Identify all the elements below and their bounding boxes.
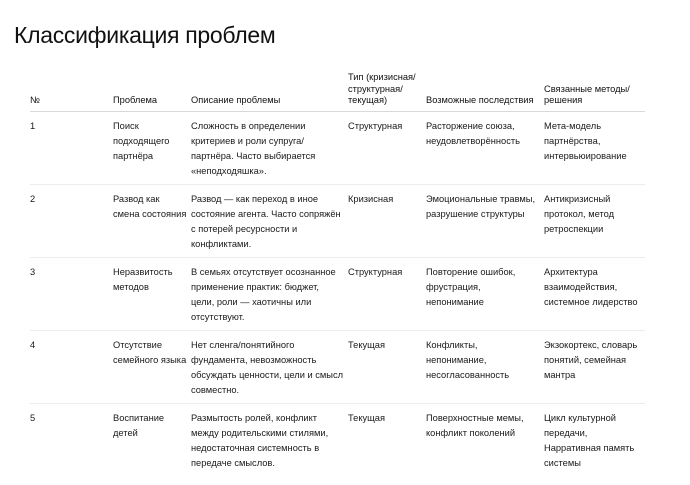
cell-num: 1 bbox=[30, 111, 113, 184]
cell-num: 4 bbox=[30, 330, 113, 403]
cell-methods: Антикризисный протокол, метод ретроспекции bbox=[544, 184, 645, 257]
cell-description: Сложность в определении критериев и роли супруга/ партнёра. Часто выбирается «неподходяшка». bbox=[191, 111, 348, 184]
cell-description: Развод — как переход в иное состояние агента. Часто сопряжён с потерей ресурсности и конфликтами. bbox=[191, 184, 348, 257]
header-description: Описание проблемы bbox=[191, 72, 348, 111]
cell-type: Текущая bbox=[348, 330, 426, 403]
cell-methods: Цикл культурной передачи, Нарративная память системы bbox=[544, 412, 635, 468]
cell-num: 2 bbox=[30, 184, 113, 257]
cell-problem: Неразвитость методов bbox=[113, 257, 191, 330]
cell-description: В семьях отсутствует осознанное применение практик: бюджет, цели, роли — хаотичны или отсутствуют. bbox=[191, 257, 348, 330]
cell-type: Текущая bbox=[348, 412, 386, 423]
cell-description: Размытость ролей, конфликт между родительскими стилями, недостаточная системность в передаче смыслов. bbox=[191, 412, 329, 468]
problems-table bbox=[30, 72, 645, 473]
table-row bbox=[30, 257, 645, 330]
table-row bbox=[30, 111, 645, 184]
header-type: Тип (кризисная/ структурная/ текущая) bbox=[348, 72, 426, 111]
cell-problem: Воспитание детей bbox=[113, 412, 165, 438]
cell-consequences: Конфликты, непонимание, несогласованность bbox=[426, 330, 544, 403]
cell-num: 3 bbox=[30, 257, 113, 330]
table-row bbox=[30, 330, 645, 403]
page-title: Классификация проблем bbox=[14, 22, 276, 48]
header-problem: Проблема bbox=[113, 72, 191, 111]
header-consequences: Возможные последствия bbox=[426, 72, 544, 111]
cell-consequences: Поверхностные мемы, конфликт поколений bbox=[426, 412, 524, 438]
cell-problem: Отсутствие семейного языка bbox=[113, 330, 191, 403]
cell-problem: Поиск подходящего партнёра bbox=[113, 111, 191, 184]
cell-methods: Экзокортекс, словарь понятий, семейная мантра bbox=[544, 330, 645, 403]
cell-description: Нет сленга/понятийного фундамента, невозможность обсуждать ценности, цели и смысл совместно. bbox=[191, 330, 348, 403]
header-methods: Связанные методы/ решения bbox=[544, 72, 645, 111]
table-header-row bbox=[30, 72, 645, 111]
cell-consequences: Расторжение союза, неудовлетворённость bbox=[426, 111, 544, 184]
cell-consequences: Повторение ошибок, фрустрация, непонимание bbox=[426, 257, 544, 330]
cell-type: Структурная bbox=[348, 257, 426, 330]
cell-type: Структурная bbox=[348, 111, 426, 184]
cell-num: 5 bbox=[30, 412, 36, 423]
cell-methods: Архитектура взаимодействия, системное лидерство bbox=[544, 257, 645, 330]
table-row bbox=[30, 403, 645, 473]
cell-problem: Развод как смена состояния bbox=[113, 184, 191, 257]
cell-methods: Мета-модель партнёрства, интервьюирование bbox=[544, 111, 645, 184]
table-row bbox=[30, 184, 645, 257]
cell-type: Кризисная bbox=[348, 184, 426, 257]
header-num: № bbox=[30, 72, 113, 111]
cell-consequences: Эмоциональные травмы, разрушение структуры bbox=[426, 184, 544, 257]
